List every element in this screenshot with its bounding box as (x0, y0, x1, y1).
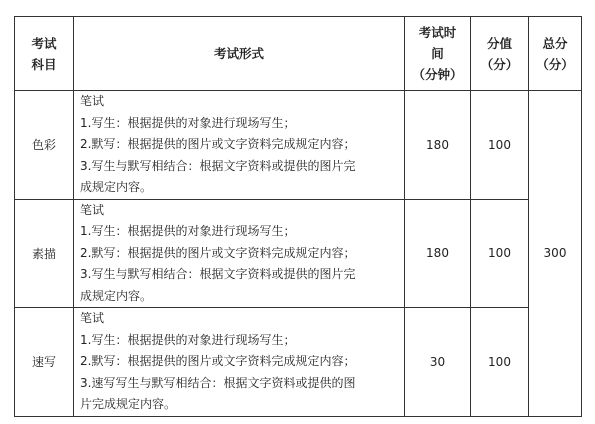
form-line: 1.写生：根据提供的对象进行现场写生； (80, 115, 296, 130)
subject-cell: 色彩 (15, 91, 74, 200)
form-line: 3.速写写生与默写相结合：根据文字资料或提供的图 (80, 375, 356, 390)
time-cell: 180 (405, 199, 471, 308)
header-subject-line2: 科目 (31, 56, 57, 72)
header-form: 考试形式 (74, 17, 405, 91)
form-line: 成规定内容。 (80, 288, 153, 303)
form-line: 笔试 (80, 311, 105, 325)
header-score-line1: 分值 (486, 35, 512, 51)
header-total-line1: 总分 (542, 35, 568, 51)
total-cell: 300 (529, 91, 582, 417)
header-time-line2: 间 (431, 46, 444, 61)
table-row (15, 308, 582, 417)
header-total-line2: （分） (536, 56, 574, 72)
header-row (15, 17, 582, 91)
score-cell: 100 (471, 308, 529, 417)
header-time (405, 17, 471, 91)
table-row (15, 91, 582, 200)
exam-table (14, 16, 582, 417)
form-line: 3.写生与默写相结合：根据文字资料或提供的图片完 (80, 267, 356, 281)
form-line: 2.默写：根据提供的图片或文字资料完成规定内容； (80, 245, 356, 260)
header-subject (15, 17, 74, 91)
header-subject-line1: 考试 (31, 35, 57, 51)
header-total (529, 17, 582, 91)
header-score-line2: （分） (480, 56, 519, 72)
table-row (15, 199, 582, 308)
form-line: 1.写生：根据提供的对象进行现场写生； (80, 224, 296, 238)
form-line: 2.默写：根据提供的图片或文字资料完成规定内容； (80, 354, 356, 368)
form-line: 片完成规定内容。 (80, 397, 177, 411)
form-line: 笔试 (80, 94, 105, 108)
form-line: 2.默写：根据提供的图片或文字资料完成规定内容； (80, 137, 356, 151)
subject-cell: 素描 (15, 199, 74, 308)
score-cell: 100 (471, 199, 529, 308)
header-time-line3: （分钟） (412, 67, 463, 82)
header-score (471, 17, 529, 91)
form-line: 3.写生与默写相结合：根据文字资料或提供的图片完 (80, 158, 356, 173)
exam-form-cell (74, 199, 405, 308)
form-line: 成规定内容。 (80, 180, 153, 194)
subject-cell: 速写 (15, 308, 74, 417)
form-line: 笔试 (80, 202, 105, 217)
time-cell: 180 (405, 91, 471, 200)
exam-form-cell (74, 91, 405, 200)
score-cell: 100 (471, 91, 529, 200)
header-time-line1: 考试时 (418, 25, 457, 40)
time-cell: 30 (405, 308, 471, 417)
form-line: 1.写生：根据提供的对象进行现场写生； (80, 332, 296, 347)
exam-form-cell (74, 308, 405, 417)
